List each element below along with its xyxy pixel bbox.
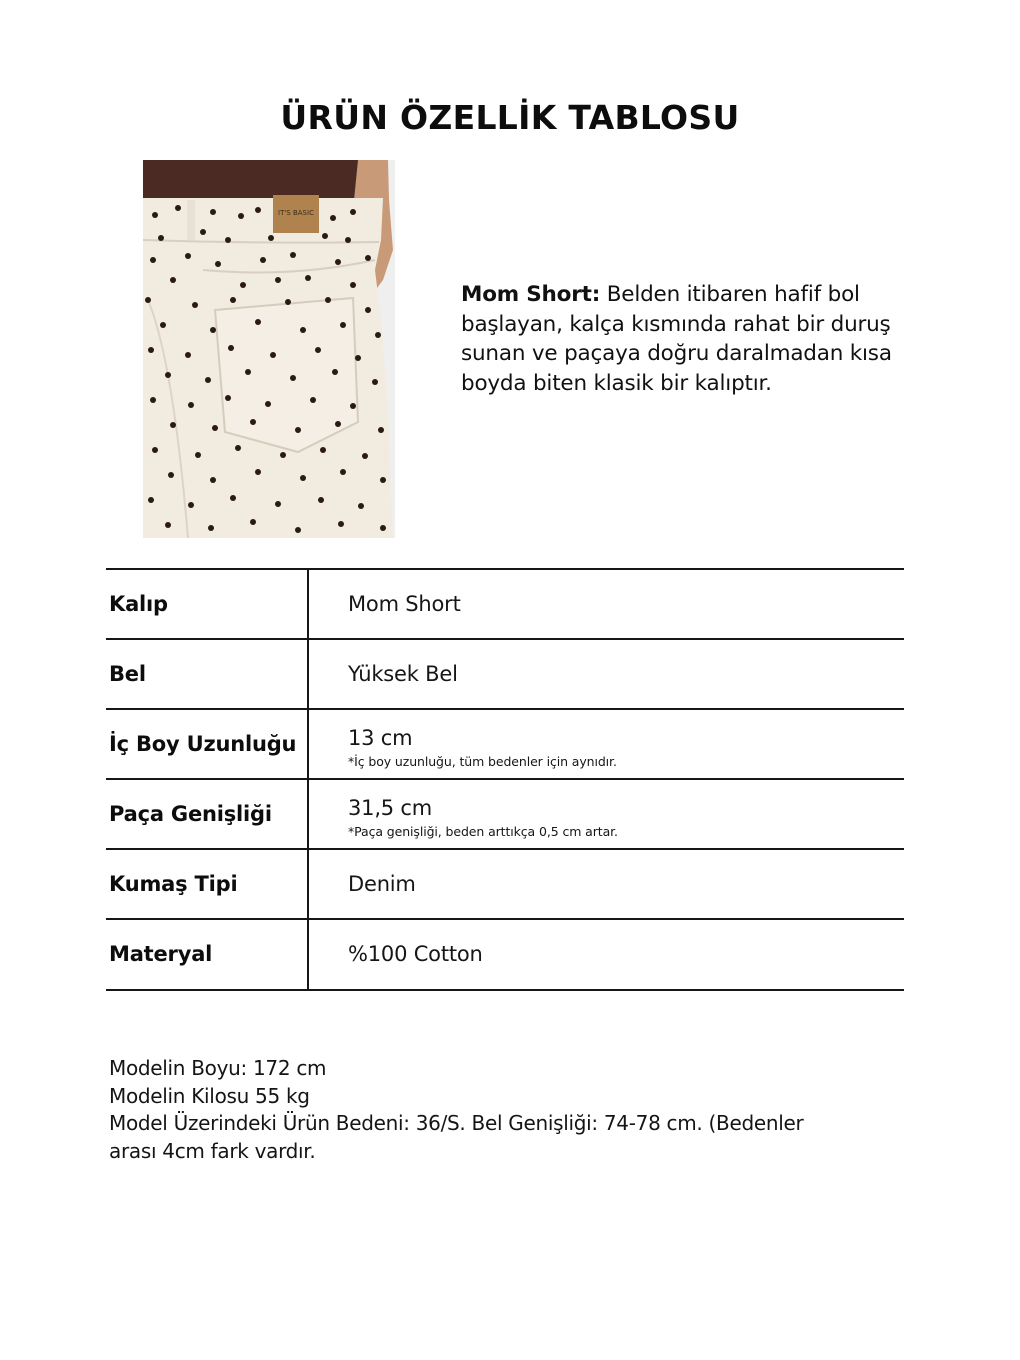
spec-value: Denim — [348, 872, 416, 896]
column-divider — [307, 710, 309, 778]
product-description — [461, 280, 901, 398]
description-text: Belden itibaren hafif bol başlayan, kalça kısmında rahat bir duruş sunan ve paçaya doğru daralmadan kısa boyda biten klasik bir kalıptır. — [461, 282, 892, 396]
spec-row-materyal — [106, 918, 904, 991]
column-divider — [307, 570, 309, 638]
spec-value: %100 Cotton — [348, 942, 483, 966]
spec-value: 13 cm — [348, 726, 413, 750]
spec-value: Yüksek Bel — [348, 662, 458, 686]
spec-row-ic-boy — [106, 708, 904, 778]
spec-label: Bel — [109, 662, 146, 686]
spec-table — [106, 568, 904, 991]
model-size-note: arası 4cm fark vardır. — [109, 1138, 316, 1163]
spec-label: Materyal — [109, 942, 213, 966]
column-divider — [307, 780, 309, 848]
svg-text:IT'S BASIC: IT'S BASIC — [278, 209, 314, 217]
spec-note: *İç boy uzunluğu, tüm bedenler için aynıdır. — [348, 754, 617, 769]
spec-row-kumas — [106, 848, 904, 918]
column-divider — [307, 920, 309, 989]
spec-value: Mom Short — [348, 592, 461, 616]
column-divider — [307, 640, 309, 708]
model-height: Modelin Boyu: 172 cm — [109, 1056, 327, 1080]
spec-note: *Paça genişliği, beden arttıkça 0,5 cm artar. — [348, 824, 618, 839]
spec-value: 31,5 cm — [348, 796, 433, 820]
product-photo-illustration — [143, 160, 395, 538]
spec-label: Kalıp — [109, 592, 168, 616]
page-title: ÜRÜN ÖZELLİK TABLOSU — [280, 98, 740, 137]
spec-label: Paça Genişliği — [109, 802, 272, 826]
spec-label: Kumaş Tipi — [109, 872, 238, 896]
column-divider — [307, 850, 309, 918]
description-lead: Mom Short: — [461, 282, 601, 307]
spec-label: İç Boy Uzunluğu — [109, 732, 297, 756]
model-size: Model Üzerindeki Ürün Bedeni: 36/S. Bel Genişliği: 74-78 cm. (Bedenler — [109, 1111, 804, 1135]
model-weight: Modelin Kilosu 55 kg — [109, 1083, 310, 1108]
spec-row-bel — [106, 638, 904, 708]
product-photo — [143, 160, 395, 538]
model-info — [109, 1055, 909, 1165]
spec-row-paca — [106, 778, 904, 848]
spec-row-kalip — [106, 568, 904, 638]
